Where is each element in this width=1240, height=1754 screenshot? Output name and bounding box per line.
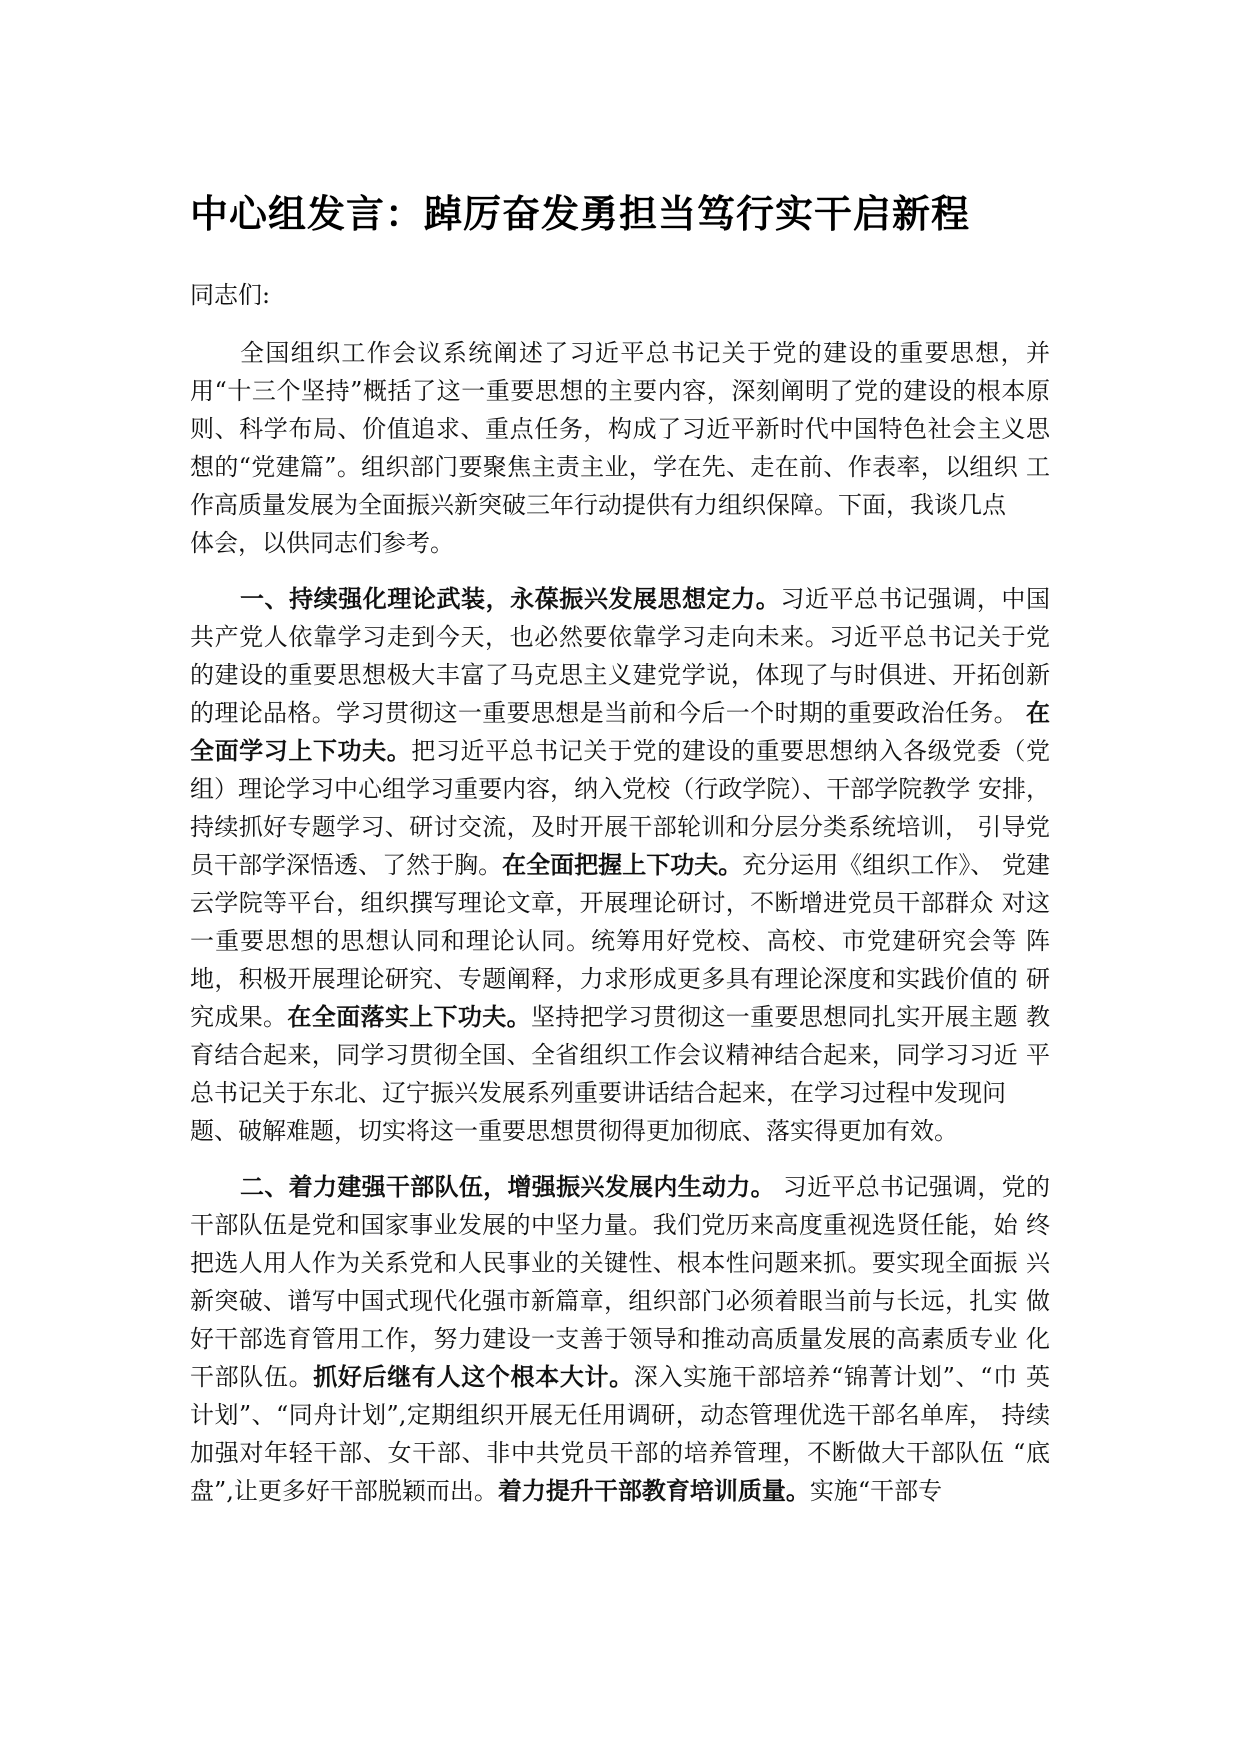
section-1-text-4: 坚持把学习贯彻这一重要思想同扎实开展主题 教育结合起来，同学习贯彻全国、全省组织工作会议精神结合起来，同学习习近 平总书记关于东北、辽宁振兴发展系列重要讲话结合起来，在学习过程中发现问: [190, 1003, 1050, 1107]
section-2-text-2: 深入实施干部培养“锦菁计划”、“巾 英计划”、“同舟计划”,定期组织开展无任用调研，动态管理优选干部名单库， 持续加强对年轻干部、女干部、非中共党员干部的培养管理，不断做大干部队伍 “底盘”,让更多好干部脱颖而出。: [190, 1363, 1051, 1505]
salutation: 同志们:: [190, 281, 271, 309]
intro-paragraph-tail: 体会，以供同志们参考。: [190, 529, 454, 557]
document-page: [190, 190, 1050, 1510]
section-2-text-1: 习近平总书记强调，党的干部队伍是党和国家事业发展的中坚力量。我们党历来高度重视选贤任能，始 终把选人用人作为关系党和人民事业的关键性、根本性问题来抓。要实现全面振 兴新突破、谱写中国式现代化强市新篇章，组织部门必须着眼当前与长远，扎实 做好干部选育管用工作，努力建设一支善于领导和推动高质量发展的高素质专业 化干部队伍。: [190, 1173, 1050, 1391]
section-2-subheading-2: 着力提升干部教育培训质量。: [497, 1476, 810, 1505]
section-2-subheading-1: 抓好后继有人这个根本大计。: [313, 1362, 634, 1391]
section-1-subheading-1: 在全面学习上下功夫。: [190, 698, 1050, 765]
section-1-text-3: 充分运用《组织工作》、 党建云学院等平台，组织撰写理论文章，开展理论研讨，不断增进党员干部群众 对这一重要思想的思想认同和理论认同。统筹用好党校、高校、市党建研究会等 阵地，积极开展理论研究、专题阐释，力求形成更多具有理论深度和实践价值的 研究成果。: [190, 851, 1051, 1031]
section-1-heading: 一、持续强化理论武装，永葆振兴发展思想定力。: [240, 584, 781, 613]
section-2-paragraph: [190, 1168, 1050, 1510]
section-1-subheading-2: 在全面把握上下功夫。: [502, 850, 743, 879]
section-1-text-1: 习近平总书记强调，中国共产党人依靠学习走到今天，也必然要依靠学习走向未来。习近平总书记关于党的建设的重要思想极大丰富了马克思主义建党学说，体现了与时俱进、开拓创新的理论品格。学习贯彻这一重要思想是当前和今后一个时期的重要政治任务。: [190, 585, 1050, 727]
intro-paragraph: 全国组织工作会议系统阐述了习近平总书记关于党的建设的重要思想，并用“十三个坚持”概括了这一重要思想的主要内容，深刻阐明了党的建设的根本原 则、科学布局、价值追求、重点任务，构成了习近平新时代中国特色社会主义思 想的“党建篇”。组织部门要聚焦主责主业，学在先、走在前、作表率，以组织 工作高质量发展为全面振兴新突破三年行动提供有力组织保障。下面，我谈几点: [190, 339, 1050, 519]
section-1-subheading-3: 在全面落实上下功夫。: [287, 1002, 531, 1031]
section-1-text-2: 把习近平总书记关于党的建设的重要思想纳入各级党委（党组）理论学习中心组学习重要内容，纳入党校（行政学院）、干部学院教学 安排，持续抓好专题学习、研讨交流，及时开展干部轮训和分层分类系统培训， 引导党员干部学深悟透、了然于胸。: [190, 737, 1051, 879]
document-title: 中心组发言：踔厉奋发勇担当笃行实干启新程: [190, 192, 971, 236]
section-1-paragraph-tail: 题、破解难题，切实将这一重要思想贯彻得更加彻底、落实得更加有效。: [190, 1117, 958, 1145]
section-2-text-3: 实施“干部专: [809, 1477, 943, 1505]
section-1-paragraph: [190, 580, 1050, 1112]
section-2-heading: 二、着力建强干部队伍，增强振兴发展内生动力。: [240, 1172, 775, 1201]
